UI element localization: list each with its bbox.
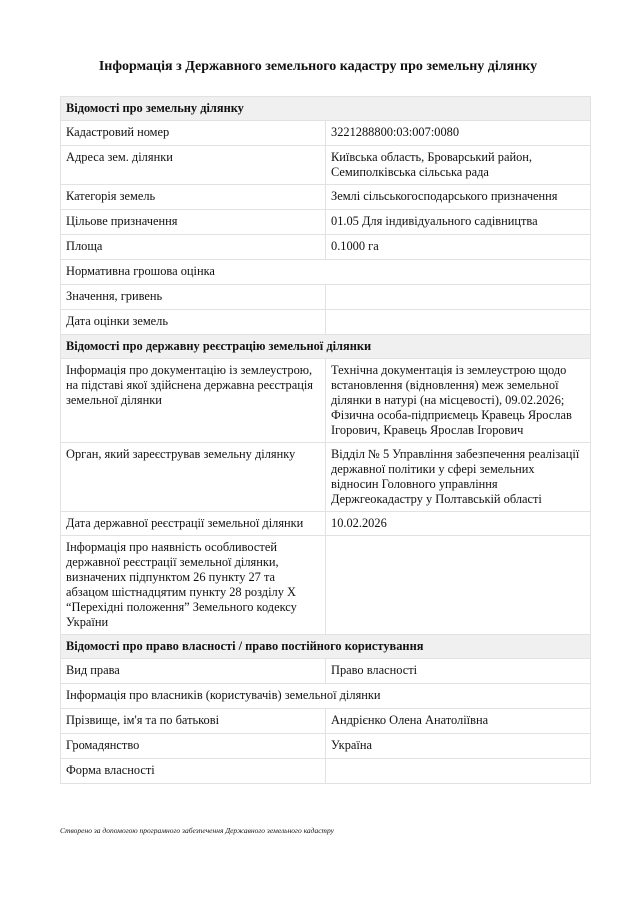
section-header-parcel: [61, 97, 591, 121]
citizenship-value: Україна: [326, 734, 591, 759]
features-value: [326, 536, 591, 635]
documentation-value: Технічна документація із землеустрою щодо встановлення (відновлення) меж земельної ділянки в натурі (на місцевості), 09.02.2026; Фізична особа-підприємець Кравець Ярослав Ігорович, Кравець Ярослав Ігорович: [326, 359, 591, 443]
section-header-ownership: [61, 635, 591, 659]
purpose-value: 01.05 Для індивідуального садівництва: [326, 210, 591, 235]
right-type-value: Право власності: [326, 659, 591, 684]
footer-note: Створено за допомогою програмного забезпечення Державного земельного кадастру: [60, 826, 334, 835]
section-title: Відомості про право власності / право постійного користування: [61, 635, 591, 659]
field-label: Громадянство: [61, 734, 326, 759]
table-row: [61, 709, 591, 734]
field-label: Адреса зем. ділянки: [61, 146, 326, 185]
field-label: Вид права: [61, 659, 326, 684]
field-label: Форма власності: [61, 759, 326, 784]
area-value: 0.1000 га: [326, 235, 591, 260]
table-row: [61, 536, 591, 635]
field-label: Інформація про документацію із землеустрою, на підставі якої здійснена державна реєстрація земельної ділянки: [61, 359, 326, 443]
valuation-subheader: Нормативна грошова оцінка: [61, 260, 591, 285]
table-row: [61, 260, 591, 285]
table-row: [61, 185, 591, 210]
table-row: [61, 359, 591, 443]
valuation-date-value: [326, 310, 591, 335]
section-title: Відомості про земельну ділянку: [61, 97, 591, 121]
cadastre-table: [60, 96, 591, 784]
owner-name-value: Андрієнко Олена Анатоліївна: [326, 709, 591, 734]
table-row: [61, 210, 591, 235]
field-label: Дата оцінки земель: [61, 310, 326, 335]
table-row: [61, 734, 591, 759]
table-row: [61, 443, 591, 512]
table-row: [61, 512, 591, 536]
field-label: Дата державної реєстрації земельної ділянки: [61, 512, 326, 536]
field-label: Кадастровий номер: [61, 121, 326, 146]
field-label: Цільове призначення: [61, 210, 326, 235]
table-row: [61, 684, 591, 709]
registration-date-value: 10.02.2026: [326, 512, 591, 536]
valuation-amount-value: [326, 285, 591, 310]
cadastral-number-value: 3221288800:03:007:0080: [326, 121, 591, 146]
category-value: Землі сільськогосподарського призначення: [326, 185, 591, 210]
table-row: [61, 659, 591, 684]
field-label: Значення, гривень: [61, 285, 326, 310]
table-row: [61, 310, 591, 335]
table-row: [61, 285, 591, 310]
field-label: Орган, який зареєстрував земельну ділянку: [61, 443, 326, 512]
table-row: [61, 235, 591, 260]
field-label: Інформація про наявність особливостей державної реєстрації земельної ділянки, визначених підпунктом 26 пункту 27 та абзацом шістнадцятим пункту 28 розділу X “Перехідні положення” Земельного кодексу України: [61, 536, 326, 635]
table-row: [61, 121, 591, 146]
table-row: [61, 759, 591, 784]
table-row: [61, 146, 591, 185]
authority-value: Відділ № 5 Управління забезпечення реалізації державної політики у сфері земельних відносин Головного управління Держгеокадастру у Полтавській області: [326, 443, 591, 512]
address-value: Київська область, Броварський район, Семиполківська сільська рада: [326, 146, 591, 185]
owners-subheader: Інформація про власників (користувачів) земельної ділянки: [61, 684, 591, 709]
field-label: Прізвище, ім'я та по батькові: [61, 709, 326, 734]
document-title: Інформація з Державного земельного кадастру про земельну ділянку: [98, 59, 538, 74]
section-header-registration: [61, 335, 591, 359]
section-title: Відомості про державну реєстрацію земельної ділянки: [61, 335, 591, 359]
field-label: Категорія земель: [61, 185, 326, 210]
ownership-form-value: [326, 759, 591, 784]
field-label: Площа: [61, 235, 326, 260]
